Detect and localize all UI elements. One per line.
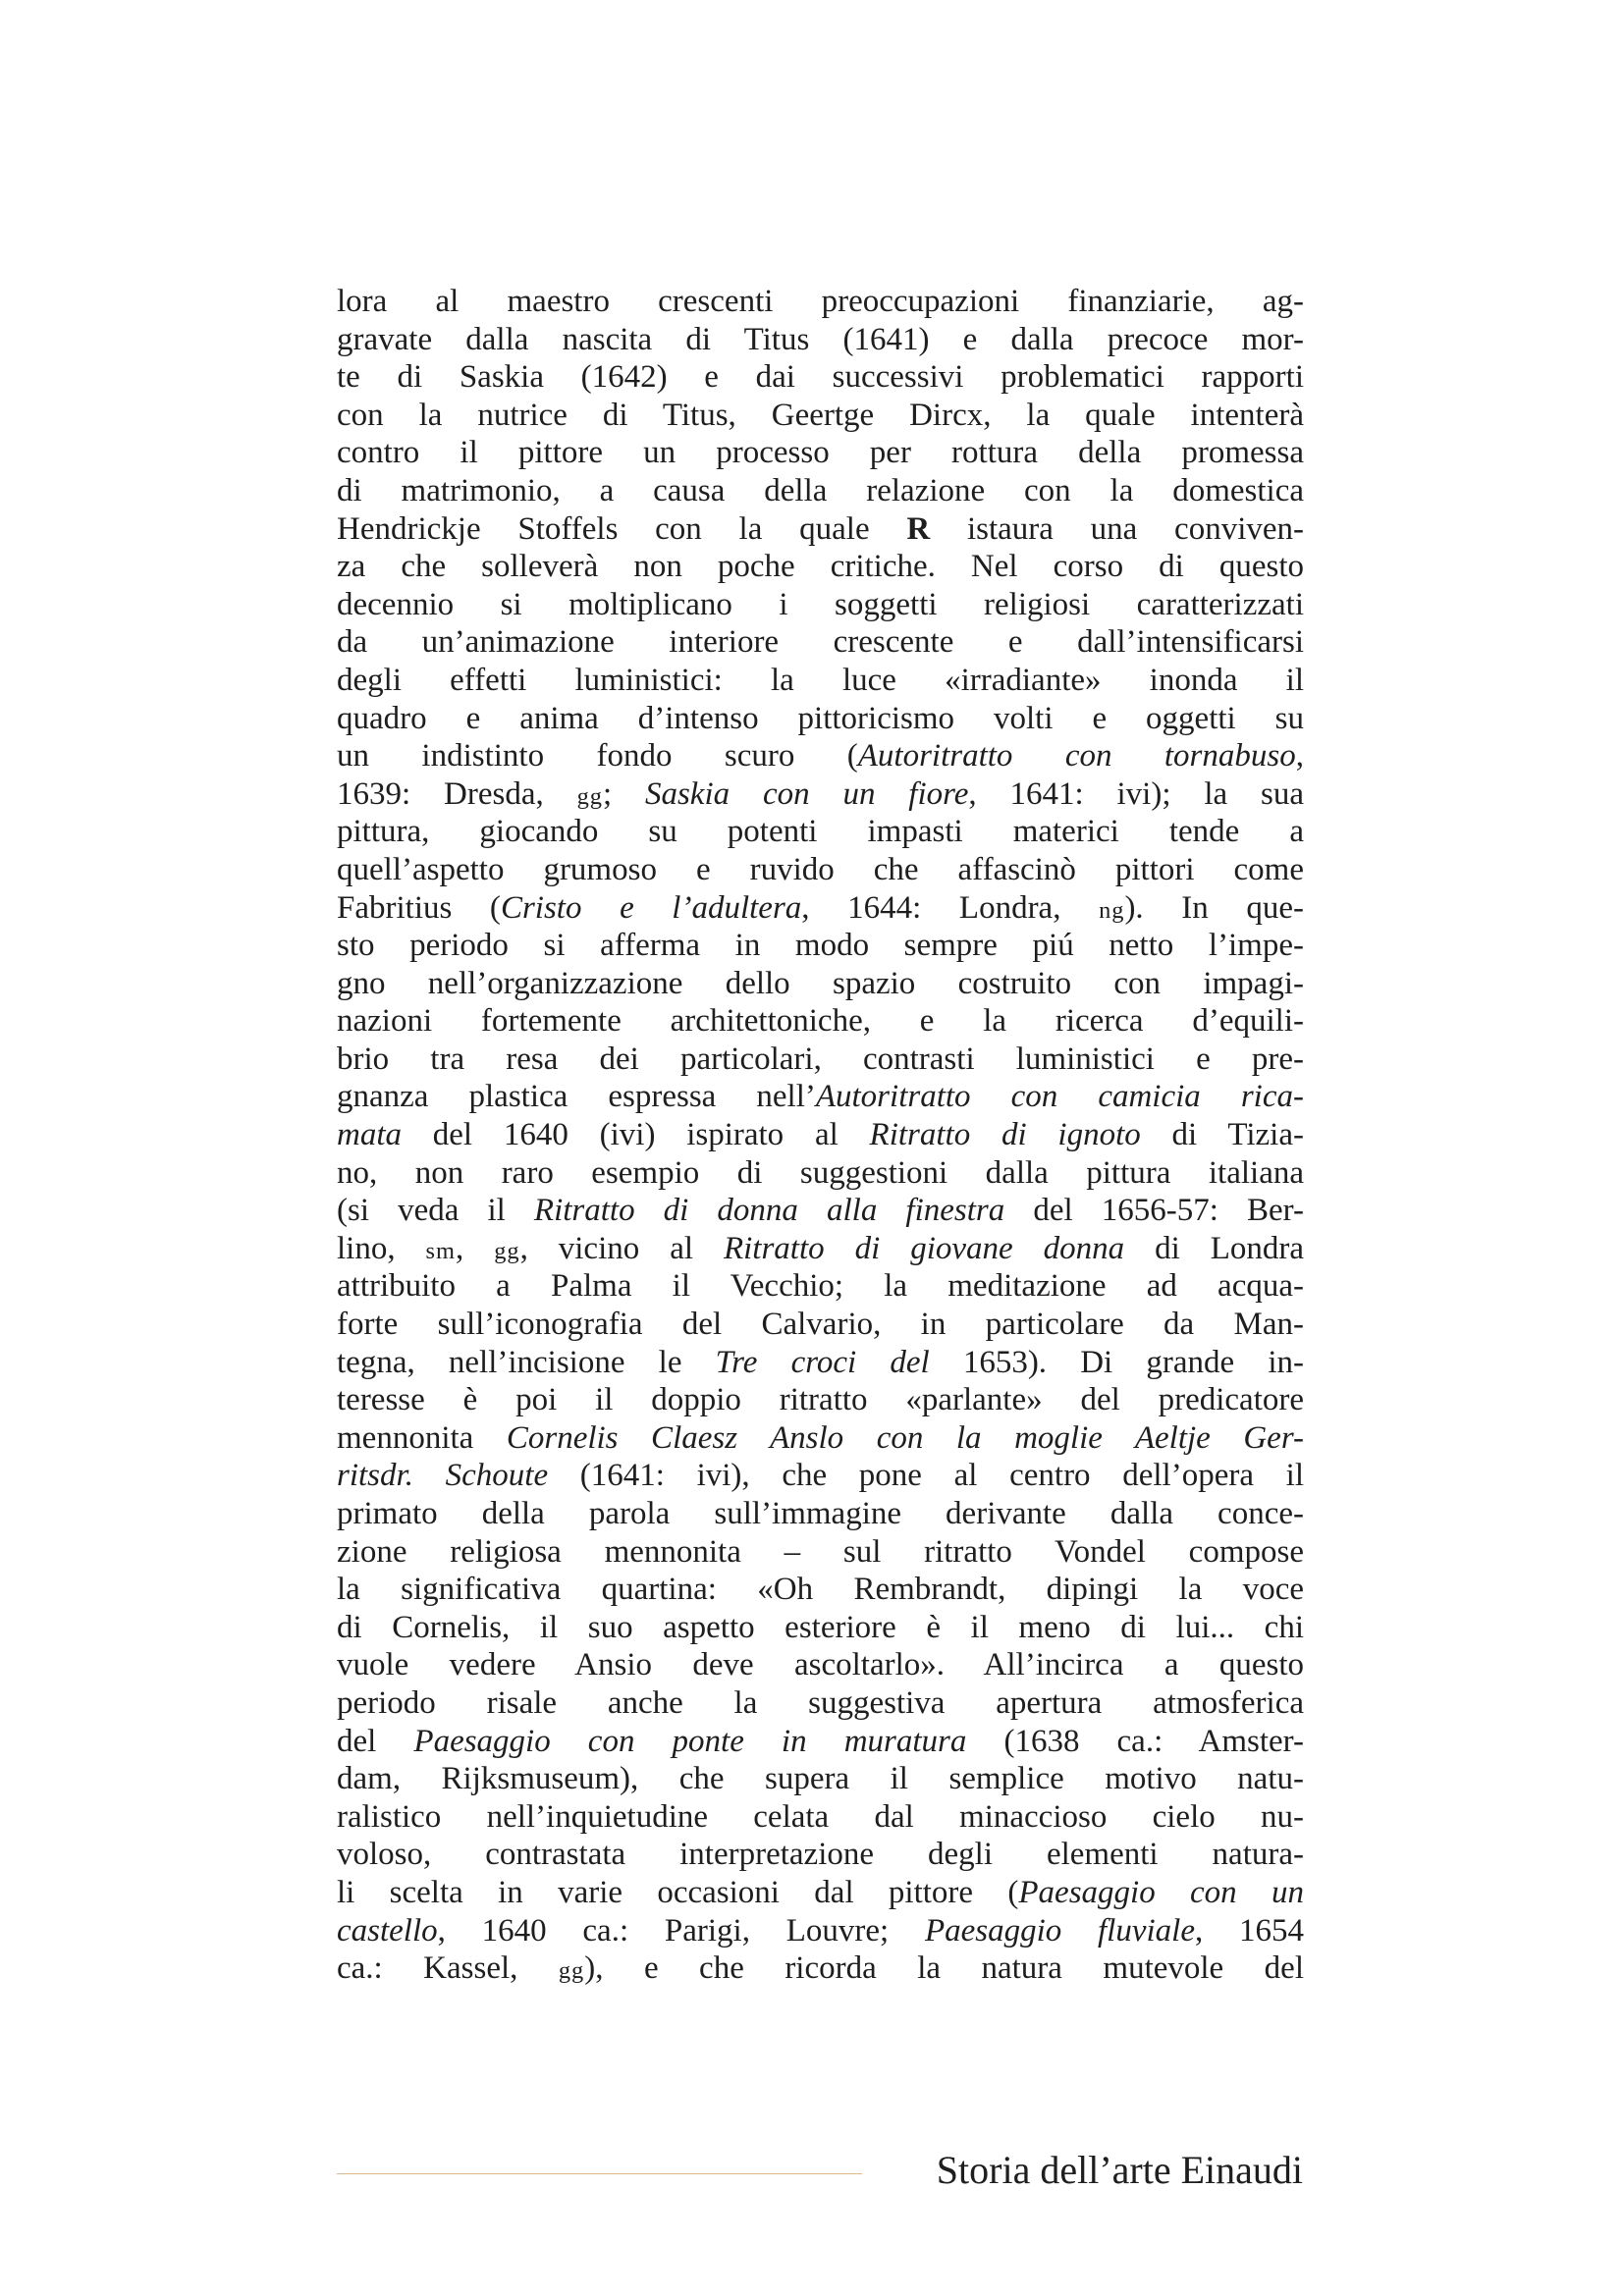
text-segment: quell’aspetto grumoso e ruvido che affascinò pittori come	[337, 851, 1304, 887]
text-segment: gg	[494, 1237, 520, 1264]
text-line	[337, 623, 1304, 662]
text-line	[337, 1723, 1304, 1761]
text-segment: ,	[1295, 738, 1304, 774]
text-segment: voloso, contrastata interpretazione degli elementi natura-	[337, 1837, 1304, 1873]
text-segment: un indistinto fondo scuro (	[337, 738, 858, 774]
text-line	[337, 1609, 1304, 1647]
footer-title: Storia dell’arte Einaudi	[936, 2148, 1303, 2192]
text-segment: quadro e anima d’intenso pittoricismo volti e oggetti su	[337, 700, 1304, 736]
text-line	[337, 397, 1304, 435]
text-segment: di Londra	[1124, 1230, 1304, 1266]
text-segment: di Tizia-	[1140, 1117, 1304, 1153]
text-line	[337, 1192, 1304, 1230]
text-segment: Paesaggio con un	[1018, 1874, 1304, 1910]
text-line	[337, 1267, 1304, 1306]
text-segment: del 1640 (ivi) ispirato al	[402, 1117, 870, 1153]
text-segment: Cristo e l’adultera	[500, 889, 802, 926]
text-segment: lino,	[337, 1230, 426, 1266]
text-segment: la significativa quartina: «Oh Rembrandt, dipingi la voce	[337, 1572, 1304, 1608]
text-segment: mata	[337, 1117, 402, 1153]
text-segment: Ritratto di donna alla finestra	[533, 1193, 1005, 1229]
text-segment: no, non raro esempio di suggestioni dalla pittura italiana	[337, 1154, 1304, 1191]
text-segment: primato della parola sull’immagine derivante dalla conce-	[337, 1496, 1304, 1531]
text-segment: istaura una conviven-	[930, 510, 1304, 547]
text-segment: di Cornelis, il suo aspetto esteriore è il meno di lui... chi	[337, 1609, 1304, 1645]
text-segment: Paesaggio con ponte in muratura	[413, 1723, 967, 1759]
text-segment: sm	[425, 1237, 456, 1264]
text-segment: da un’animazione interiore crescente e dall’intensificarsi	[337, 624, 1304, 661]
text-line	[337, 1306, 1304, 1344]
text-segment: , vicino al	[519, 1230, 724, 1266]
text-segment: tegna, nell’incisione le	[337, 1344, 716, 1380]
text-segment: di matrimonio, a causa della relazione con la domestica	[337, 472, 1304, 508]
text-segment: ng	[1099, 896, 1125, 924]
text-line	[337, 737, 1304, 775]
footer-rule	[337, 2173, 862, 2174]
text-segment: periodo risale anche la suggestiva apertura atmosferica	[337, 1684, 1304, 1721]
text-segment: nazioni fortemente architettoniche, e la ricerca d’equili-	[337, 1003, 1304, 1040]
text-segment: Saskia con un fiore	[644, 775, 969, 812]
text-segment: del 1656-57: Ber-	[1004, 1193, 1304, 1229]
text-line	[337, 813, 1304, 851]
text-segment: , 1641: ivi); la sua	[968, 775, 1304, 812]
text-segment: Hendrickje Stoffels con la quale	[337, 510, 907, 547]
text-line	[337, 1684, 1304, 1723]
text-line	[337, 1154, 1304, 1193]
text-line	[337, 321, 1304, 359]
body-text	[337, 283, 1304, 1988]
text-line	[337, 1457, 1304, 1495]
text-segment: gnanza plastica espressa nell’	[337, 1079, 816, 1115]
text-segment: gravate dalla nascita di Titus (1641) e dalla precoce mor-	[337, 321, 1304, 357]
text-segment: li scelta in varie occasioni dal pittore (	[337, 1874, 1019, 1910]
text-line	[337, 1078, 1304, 1116]
text-segment: , 1640 ca.: Parigi, Louvre;	[437, 1912, 925, 1949]
text-segment: ca.: Kassel,	[337, 1950, 559, 1987]
text-line	[337, 1495, 1304, 1533]
text-line	[337, 1116, 1304, 1154]
text-segment: Ritratto di giovane donna	[723, 1230, 1125, 1266]
text-segment: pittura, giocando su potenti impasti materici tende a	[337, 814, 1304, 850]
text-line	[337, 1419, 1304, 1458]
text-line	[337, 358, 1304, 397]
text-line	[337, 1002, 1304, 1041]
text-segment: (1641: ivi), che pone al centro dell’opera il	[548, 1458, 1304, 1494]
text-segment: Ritratto di ignoto	[869, 1117, 1141, 1153]
text-segment: zione religiosa mennonita – sul ritratto Vondel compose	[337, 1533, 1304, 1570]
text-segment: , 1654	[1194, 1912, 1304, 1949]
text-line	[337, 1949, 1304, 1988]
text-segment: attribuito a Palma il Vecchio; la meditazione ad acqua-	[337, 1268, 1304, 1305]
text-line	[337, 965, 1304, 1003]
text-line	[337, 283, 1304, 321]
text-segment: Fabritius (	[337, 889, 501, 926]
text-line	[337, 1646, 1304, 1684]
text-line	[337, 434, 1304, 472]
text-line	[337, 1230, 1304, 1268]
text-line	[337, 548, 1304, 586]
text-segment: za che solleverà non poche critiche. Nel corso di questo	[337, 549, 1304, 585]
text-segment: 1639: Dresda,	[337, 775, 577, 812]
text-line	[337, 1874, 1304, 1912]
text-segment: contro il pittore un processo per rottura della promessa	[337, 435, 1304, 471]
text-segment: decennio si moltiplicano i soggetti religiosi caratterizzati	[337, 586, 1304, 622]
text-segment: gno nell’organizzazione dello spazio costruito con impagi-	[337, 965, 1304, 1001]
text-line	[337, 472, 1304, 510]
text-line	[337, 889, 1304, 928]
text-line	[337, 700, 1304, 738]
text-segment: forte sull’iconografia del Calvario, in particolare da Man-	[337, 1307, 1304, 1343]
text-line	[337, 1533, 1304, 1572]
text-line	[337, 1344, 1304, 1382]
text-segment: vuole vedere Ansio deve ascoltarlo». All’incirca a questo	[337, 1647, 1304, 1683]
text-segment: brio tra resa dei particolari, contrasti luministici e pre-	[337, 1041, 1304, 1077]
text-segment: , 1644: Londra,	[801, 889, 1100, 926]
text-segment: R	[906, 510, 931, 547]
text-segment: Autoritratto con camicia rica-	[815, 1079, 1304, 1115]
text-segment: ralistico nell’inquietudine celata dal minaccioso cielo nu-	[337, 1798, 1304, 1835]
text-segment: ), e che ricorda la natura mutevole del	[584, 1950, 1304, 1987]
text-segment: gg	[558, 1957, 585, 1985]
text-line	[337, 1798, 1304, 1837]
text-line	[337, 1571, 1304, 1609]
text-segment: castello	[337, 1912, 438, 1949]
text-line	[337, 1381, 1304, 1419]
text-line	[337, 851, 1304, 889]
text-segment: lora al maestro crescenti preoccupazioni finanziarie, ag-	[337, 284, 1304, 319]
text-segment: ). In que-	[1124, 889, 1304, 926]
text-line	[337, 510, 1304, 549]
text-segment: Paesaggio fluviale	[924, 1912, 1195, 1949]
text-line	[337, 662, 1304, 700]
text-segment: del	[337, 1723, 414, 1759]
text-segment: (si veda il	[337, 1193, 534, 1229]
text-segment: degli effetti luministici: la luce «irradiante» inonda il	[337, 662, 1304, 698]
text-line	[337, 1912, 1304, 1950]
text-segment: con la nutrice di Titus, Geertge Dircx, la quale intenterà	[337, 397, 1304, 433]
text-line	[337, 927, 1304, 965]
text-line	[337, 775, 1304, 814]
text-segment: gg	[576, 782, 603, 810]
text-segment: (1638 ca.: Amster-	[966, 1723, 1304, 1759]
text-segment: Autoritratto con tornabuso	[857, 738, 1296, 774]
text-segment: 1653). Di grande in-	[929, 1344, 1304, 1380]
text-segment: Cornelis Claesz Anslo con la moglie Aeltje Ger-	[506, 1419, 1304, 1456]
text-segment: Tre croci del	[715, 1344, 930, 1380]
text-segment: ritsdr. Schoute	[337, 1458, 549, 1494]
text-segment: dam, Rijksmuseum), che supera il semplice motivo natu-	[337, 1761, 1304, 1797]
text-segment: teresse è poi il doppio ritratto «parlante» del predicatore	[337, 1382, 1304, 1418]
text-segment: sto periodo si afferma in modo sempre piú netto l’impe-	[337, 928, 1304, 964]
text-line	[337, 1041, 1304, 1079]
text-line	[337, 1760, 1304, 1798]
text-segment: mennonita	[337, 1419, 507, 1456]
text-segment: te di Saskia (1642) e dai successivi problematici rapporti	[337, 359, 1304, 396]
text-segment: ,	[455, 1230, 495, 1266]
text-line	[337, 1836, 1304, 1874]
text-segment: ;	[602, 775, 645, 812]
text-line	[337, 586, 1304, 624]
